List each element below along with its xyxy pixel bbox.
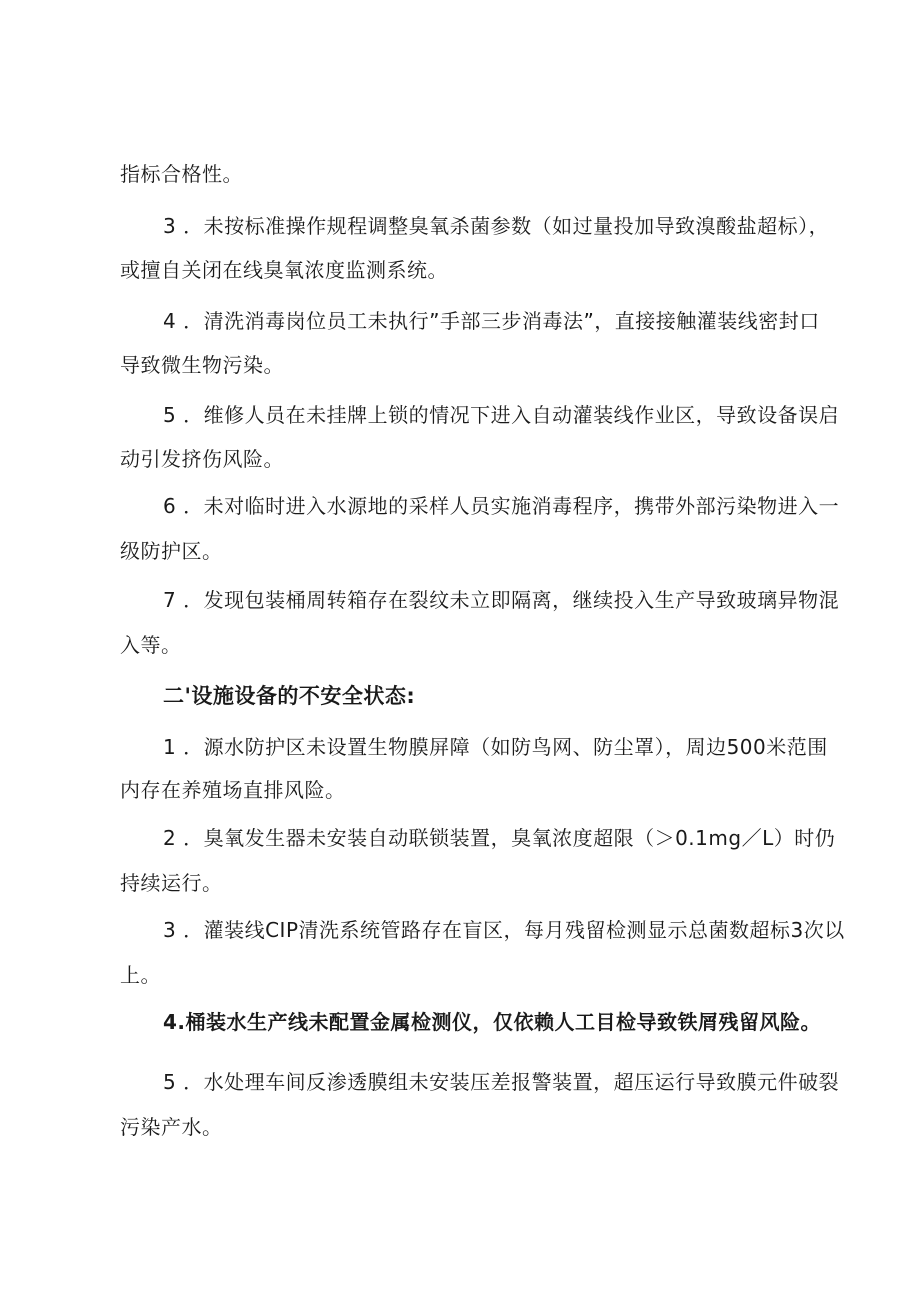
equipment-item-1-line-2: 内存在养殖场直排风险。 bbox=[120, 778, 346, 802]
item-6-line-1: 6 ．未对临时进入水源地的采样人员实施消毒程序，携带外部污染物进入一 bbox=[163, 494, 840, 518]
equipment-item-1-line-1: 1 ．源水防护区未设置生物膜屏障（如防鸟网、防尘罩），周边500米范围 bbox=[163, 735, 828, 759]
equipment-item-5-line-2: 污染产水。 bbox=[120, 1115, 223, 1139]
item-6-line-2: 级防护区。 bbox=[120, 539, 223, 563]
equipment-item-3-line-2: 上。 bbox=[120, 963, 161, 987]
item-7-line-1: 7 ．发现包装桶周转箱存在裂纹未立即隔离，继续投入生产导致玻璃异物混 bbox=[163, 588, 840, 612]
equipment-item-5-line-1: 5 ．水处理车间反渗透膜组未安装压差报警装置，超压运行导致膜元件破裂 bbox=[163, 1070, 840, 1094]
item-3-line-1: 3 ．未按标准操作规程调整臭氧杀菌参数（如过量投加导致溴酸盐超标）， bbox=[163, 214, 830, 238]
item-3-line-2: 或擅自关闭在线臭氧浓度监测系统。 bbox=[120, 258, 448, 282]
item-5-line-2: 动引发挤伤风险。 bbox=[120, 447, 284, 471]
equipment-item-2-line-1: 2 ．臭氧发生器未安装自动联锁装置，臭氧浓度超限（＞0.1mg／L）时仍 bbox=[163, 826, 836, 850]
equipment-item-4-line-1: 4.桶装水生产线未配置金属检测仪，仅依赖人工目检导致铁屑残留风险。 bbox=[163, 1010, 822, 1034]
item-7-line-2: 入等。 bbox=[120, 633, 182, 657]
section-2-heading: 二'设施设备的不安全状态: bbox=[163, 684, 416, 708]
item-4-line-2: 导致微生物污染。 bbox=[120, 353, 284, 377]
continuation-text: 指标合格性。 bbox=[120, 162, 243, 186]
equipment-item-2-line-2: 持续运行。 bbox=[120, 871, 223, 895]
equipment-item-3-line-1: 3 ．灌装线CIP清洗系统管路存在盲区，每月残留检测显示总菌数超标3次以 bbox=[163, 918, 845, 942]
item-5-line-1: 5 ．维修人员在未挂牌上锁的情况下进入自动灌装线作业区，导致设备误启 bbox=[163, 403, 840, 427]
item-4-line-1: 4 ．清洗消毒岗位员工未执行”手部三步消毒法”，直接接触灌装线密封口 bbox=[163, 309, 820, 333]
